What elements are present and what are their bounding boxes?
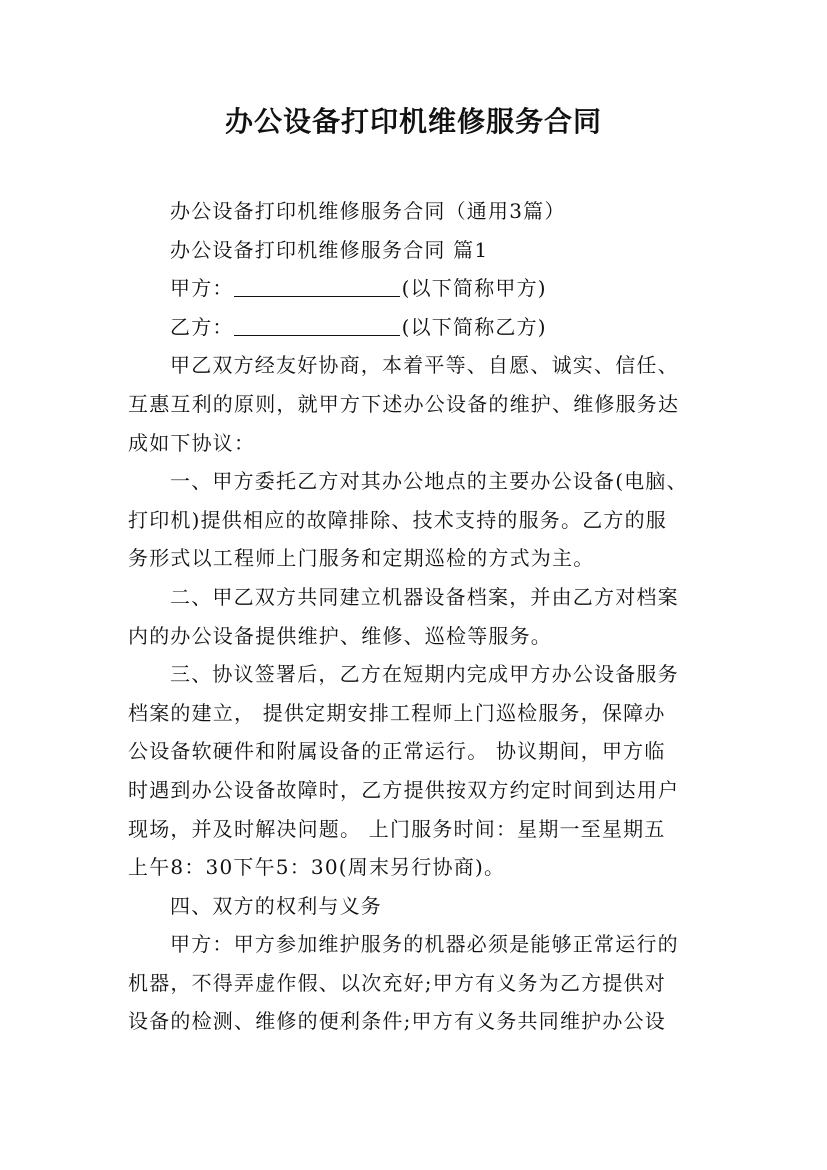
doc-line: 办公设备打印机维修服务合同（通用3篇） [170, 199, 566, 223]
party-b-line [128, 308, 714, 347]
doc-line: 打印机)提供相应的故障排除、技术支持的服务。乙方的服 [128, 507, 668, 532]
party-a-label: 甲方： [170, 276, 234, 301]
document-body [128, 192, 714, 1041]
document-title: 办公设备打印机维修服务合同 [224, 105, 602, 138]
doc-line: 一、甲方委托乙方对其办公地点的主要办公设备(电脑、 [170, 469, 688, 494]
doc-line: 甲乙双方经友好协商，本着平等、自愿、诚实、信任、 [170, 353, 679, 378]
party-a-line [128, 269, 714, 308]
doc-line: 内的办公设备提供维护、维修、巡检等服务。 [128, 623, 552, 648]
doc-line: 档案的建立， 提供定期安排工程师上门巡检服务，保障办 [128, 700, 666, 725]
party-a-note: (以下简称甲方) [401, 276, 547, 301]
doc-line: 四、双方的权利与义务 [170, 893, 382, 918]
doc-line: 现场，并及时解决问题。 上门服务时间：星期一至星期五 [128, 816, 666, 841]
doc-line: 二、甲乙双方共同建立机器设备档案，并由乙方对档案 [170, 584, 679, 609]
party-b-blank [234, 313, 400, 336]
doc-line: 设备的检测、维修的便利条件;甲方有义务共同维护办公设 [128, 1009, 666, 1034]
doc-line: 三、协议签署后，乙方在短期内完成甲方办公设备服务 [170, 662, 679, 687]
doc-line: 时遇到办公设备故障时，乙方提供按双方约定时间到达用户 [128, 777, 680, 802]
doc-line: 成如下协议： [128, 430, 256, 455]
doc-line: 甲方：甲方参加维护服务的机器必须是能够正常运行的 [170, 932, 679, 957]
doc-line: 上午8：30下午5：30(周末另行协商)。 [128, 855, 506, 880]
party-a-blank [234, 274, 400, 297]
doc-line: 务形式以工程师上门服务和定期巡检的方式为主。 [128, 546, 595, 571]
doc-line: 办公设备打印机维修服务合同 篇1 [170, 237, 489, 262]
doc-line: 互惠互利的原则，就甲方下述办公设备的维护、维修服务达 [128, 391, 680, 416]
doc-line: 机器，不得弄虚作假、以次充好;甲方有义务为乙方提供对 [128, 970, 666, 995]
party-b-label: 乙方： [170, 314, 234, 339]
doc-line: 公设备软硬件和附属设备的正常运行。 协议期间，甲方临 [128, 739, 666, 764]
party-b-note: (以下简称乙方) [401, 314, 547, 339]
